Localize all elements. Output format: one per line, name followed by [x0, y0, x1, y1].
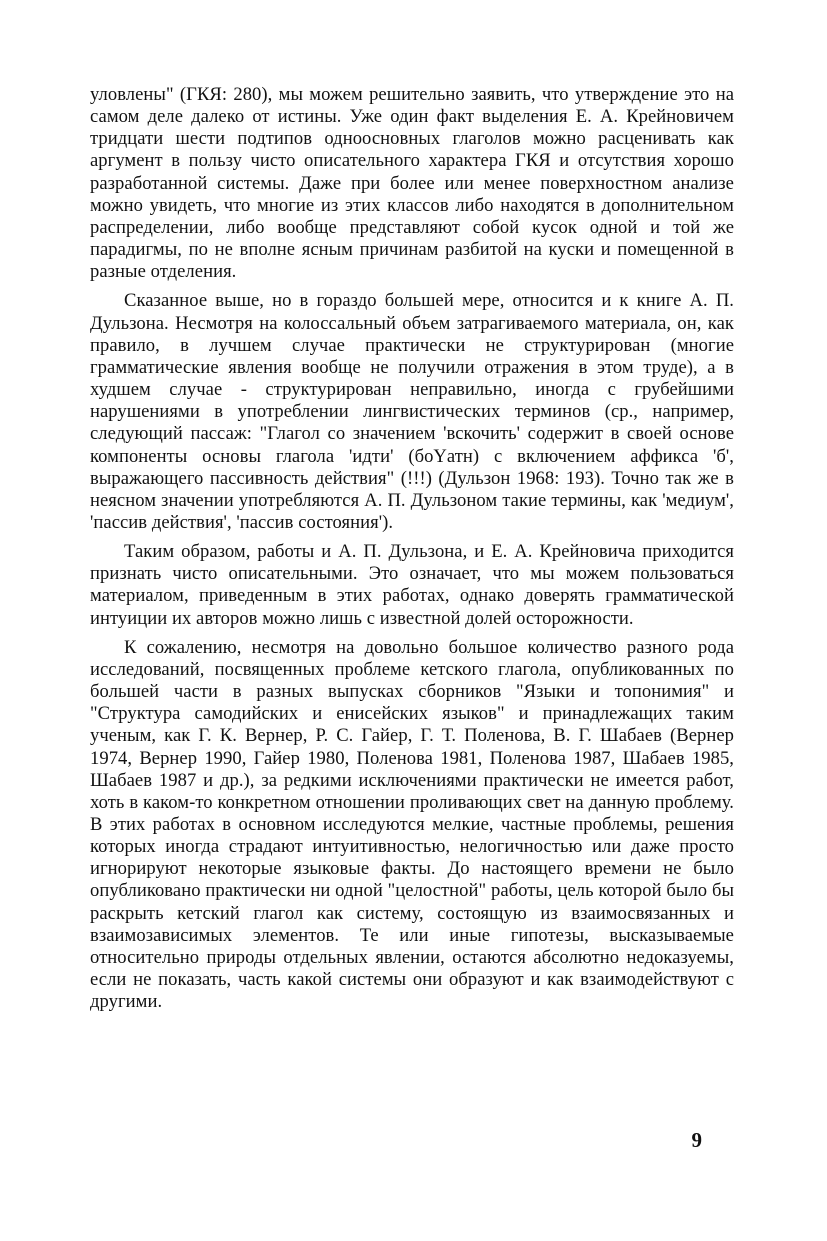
- paragraph-4: К сожалению, несмотря на довольно большое количество разного рода исследований, посвященных проблеме кетского глагола, опубликованных по большей части в разных выпусках сборников "Языки и топонимия" и "Структура самодийских и енисейских языков" и принадлежащих таким ученым, как Г. К. Вернер, Р. С. Гайер, Г. Т. Поленова, В. Г. Шабаев (Вернер 1974, Вернер 1990, Гайер 1980, Поленова 1981, Поленова 1987, Шабаев 1985, Шабаев 1987 и др.), за редкими исключениями практически не имеется работ, хоть в каком-то конкретном отношении проливающих свет на данную проблему. В этих работах в основном исследуются мелкие, частные проблемы, решения которых иногда страдают интуитивностью, нелогичностью или даже просто игнорируют некоторые языковые факты. До настоящего времени не было опубликовано практически ни одной "целостной" работы, цель которой было бы раскрыть кетский глагол как систему, состоящую из взаимосвязанных и взаимозависимых элементов. Те или иные гипотезы, высказываемые относительно природы отдельных явлении, остаются абсолютно недоказуемы, если не показать, часть какой системы они образуют и как взаимодействуют с другими.: [90, 636, 734, 1013]
- page-body: [90, 84, 734, 1013]
- paragraph-3: Таким образом, работы и А. П. Дульзона, и Е. А. Крейновича приходится признать чисто описательными. Это означает, что мы можем пользоваться материалом, приведенным в этих работах, однако доверять грамматической интуиции их авторов можно лишь с известной долей осторожности.: [90, 541, 734, 629]
- paragraph-1: уловлены" (ГКЯ: 280), мы можем решительно заявить, что утверждение это на самом деле далеко от истины. Уже один факт выделения Е. А. Крейновичем тридцати шести подтипов одноосновных глаголов можно расценивать как аргумент в пользу чисто описательного характера ГКЯ и отсутствия хорошо разработанной системы. Даже при более или менее поверхностном анализе можно увидеть, что многие из этих классов либо находятся в дополнительном распределении, либо вообще представляют собой кусок одной и той же парадигмы, по не вполне ясным причинам разбитой на куски и помещенной в разные отделения.: [90, 84, 734, 283]
- paragraph-2: Сказанное выше, но в гораздо большей мере, относится и к книге А. П. Дульзона. Несмотря на колоссальный объем затрагиваемого материала, он, как правило, в лучшем случае практически не структурирован (многие грамматические явления вообще не получили отражения в этом труде), а в худшем случае - структурирован неправильно, иногда с грубейшими нарушениями в употреблении лингвистических терминов (ср., например, следующий пассаж: "Глагол со значением 'вскочить' содержит в своей основе компоненты основы глагола 'идти' (бoYатн) с включением аффикса 'б', выражающего пассивность действия" (!!!) (Дульзон 1968: 193). Точно так же в неясном значении употребляются А. П. Дульзоном такие термины, как 'медиум', 'пассив действия', 'пассив состояния').: [90, 290, 734, 533]
- page-number: 9: [691, 1128, 702, 1152]
